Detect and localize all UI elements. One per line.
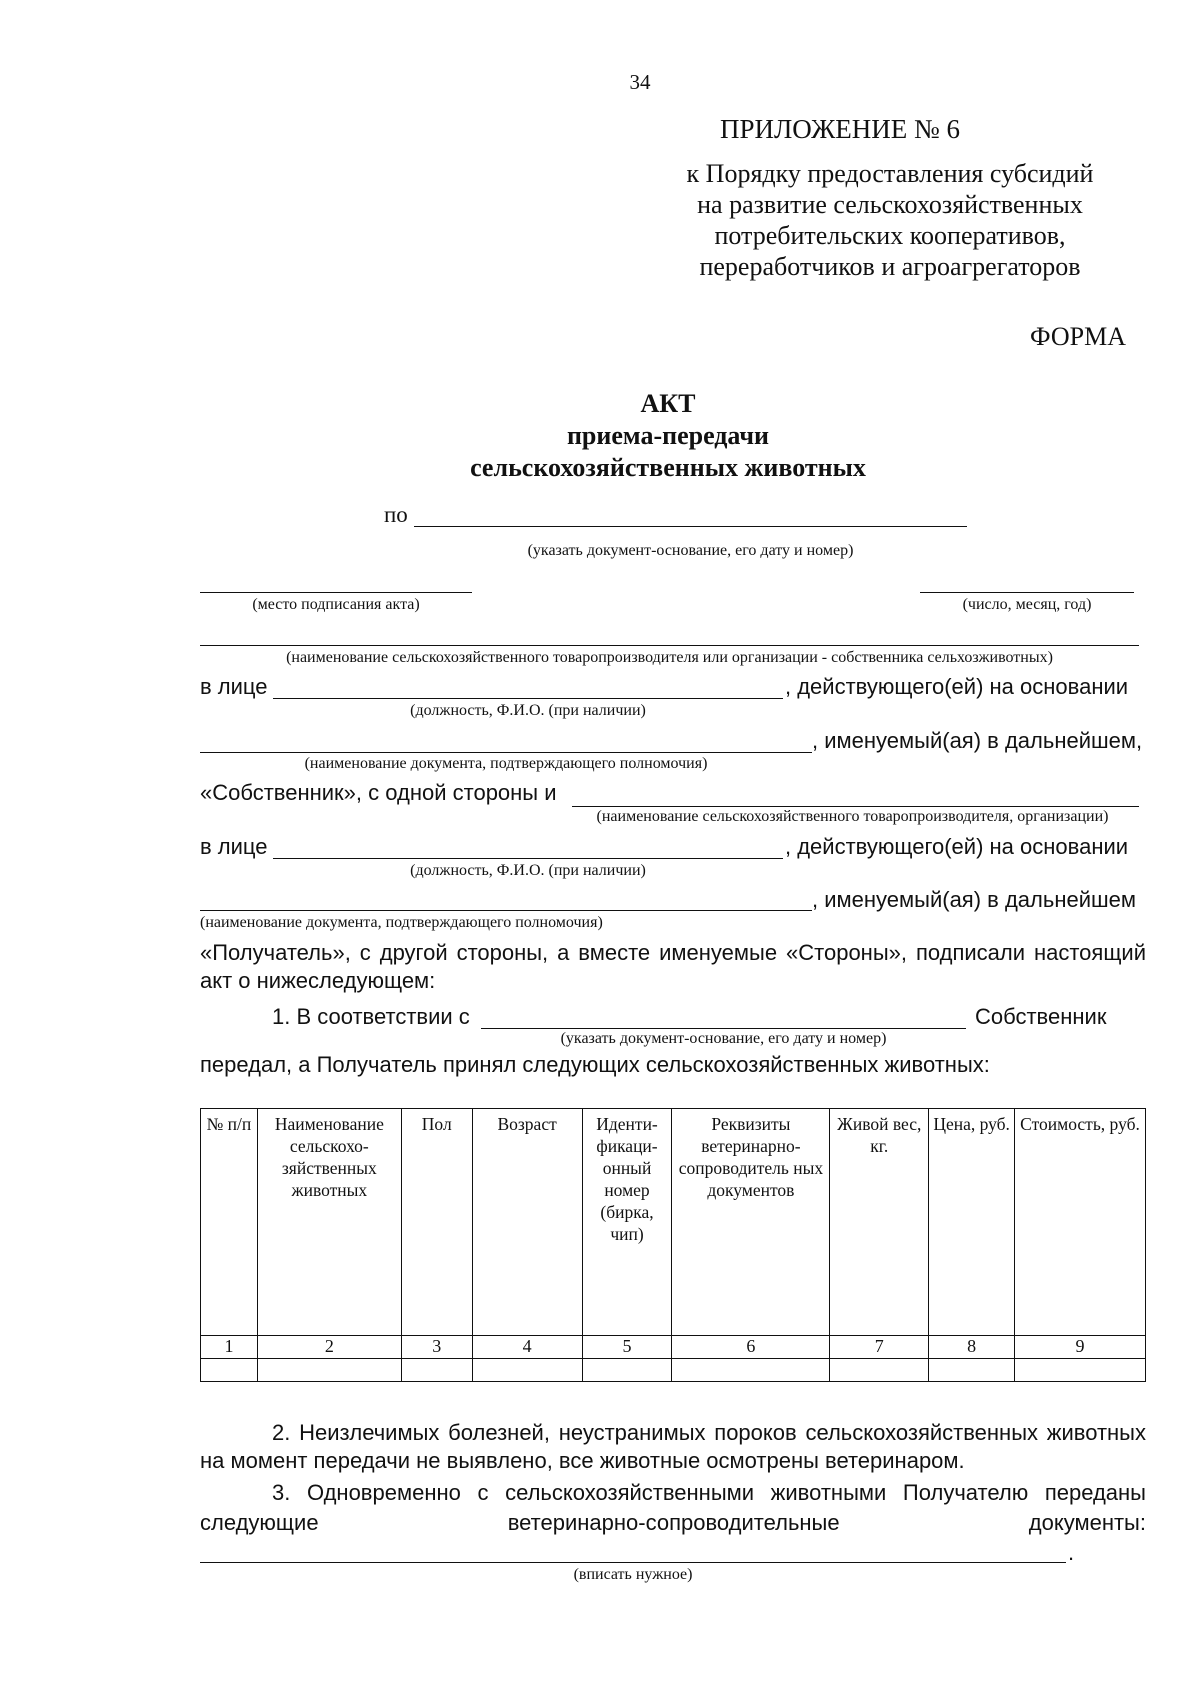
table-header-cell: Цена, руб.	[929, 1109, 1015, 1336]
rep2-hint: (должность, Ф.И.О. (при наличии)	[410, 862, 646, 879]
item1-suffix: Собственник	[975, 1004, 1107, 1029]
rep2-prefix: в лице	[200, 834, 268, 859]
rep1-suffix: , действующего(ей) на основании	[785, 674, 1129, 699]
table-header-cell: Иденти-фикаци-онный номер (бирка, чип)	[582, 1109, 672, 1336]
owner-name-hint: (наименование сельскохозяйственного товаропроизводителя или организации - собственника сельхозживотных)	[286, 649, 1053, 666]
table-cell[interactable]	[1015, 1359, 1146, 1382]
title-line: приема-передачи	[566, 421, 770, 450]
animals-table	[200, 1108, 1146, 1382]
vet-documents-hint: (вписать нужное)	[573, 1566, 693, 1583]
column-number: 5	[582, 1336, 672, 1359]
table-header-cell: Живой вес, кг.	[830, 1109, 929, 1336]
table-header-row	[201, 1109, 1146, 1336]
owner-line-prefix: «Собственник», с одной стороны и	[200, 780, 557, 805]
appendix-line: к Порядку предоставления субсидий	[686, 159, 1094, 188]
table-row[interactable]	[201, 1359, 1146, 1382]
title-line: АКТ	[640, 389, 696, 418]
receiver-name-field[interactable]	[572, 806, 1139, 807]
table-header-cell: Возраст	[472, 1109, 582, 1336]
item3-end-mark: .	[1068, 1540, 1075, 1565]
table-header-cell: Пол	[401, 1109, 472, 1336]
item3-word: ветеринарно-сопроводительные	[507, 1510, 840, 1535]
appendix-line: потребительских кооперативов,	[714, 221, 1066, 250]
title-line: сельскохозяйственных животных	[470, 453, 866, 482]
doc1-suffix: , именуемый(ая) в дальнейшем,	[812, 728, 1143, 753]
table-cell[interactable]	[929, 1359, 1015, 1382]
receiver-paragraph-line2: акт о нижеследующем:	[200, 968, 436, 993]
table-header-cell: № п/п	[201, 1109, 258, 1336]
signing-place-field[interactable]	[200, 592, 472, 593]
doc2-hint: (наименование документа, подтверждающего полномочия)	[200, 914, 603, 931]
vet-documents-field[interactable]	[200, 1562, 1066, 1563]
item2-line1: 2. Неизлечимых болезней, неустранимых пороков сельскохозяйственных животных	[272, 1420, 1146, 1445]
column-number: 2	[257, 1336, 401, 1359]
page-number: 34	[629, 70, 651, 94]
signing-place-hint: (место подписания акта)	[252, 596, 420, 613]
item1-hint: (указать документ-основание, его дату и номер)	[560, 1030, 887, 1047]
item3-word: документы:	[1028, 1510, 1146, 1535]
appendix-line: на развитие сельскохозяйственных	[697, 190, 1083, 219]
doc2-suffix: , именуемый(ая) в дальнейшем	[812, 887, 1137, 912]
form-label: ФОРМА	[1030, 322, 1126, 351]
po-label: по	[384, 502, 408, 527]
table-number-row	[201, 1336, 1146, 1359]
signing-date-hint: (число, месяц, год)	[962, 596, 1092, 613]
column-number: 8	[929, 1336, 1015, 1359]
item1-basis-field[interactable]	[481, 1028, 966, 1029]
column-number: 9	[1015, 1336, 1146, 1359]
table-cell[interactable]	[582, 1359, 672, 1382]
column-number: 4	[472, 1336, 582, 1359]
column-number: 1	[201, 1336, 258, 1359]
column-number: 3	[401, 1336, 472, 1359]
table-cell[interactable]	[672, 1359, 830, 1382]
owner-name-field[interactable]	[200, 645, 1139, 646]
table-cell[interactable]	[257, 1359, 401, 1382]
table-header-cell: Наименование сельскохо-зяйственных животных	[257, 1109, 401, 1336]
basis-document-hint: (указать документ-основание, его дату и номер)	[527, 542, 854, 559]
column-number: 7	[830, 1336, 929, 1359]
rep2-field[interactable]	[273, 858, 783, 859]
rep1-prefix: в лице	[200, 674, 268, 699]
column-number: 6	[672, 1336, 830, 1359]
table-header-cell: Стоимость, руб.	[1015, 1109, 1146, 1336]
authority-doc2-field[interactable]	[200, 910, 812, 911]
item1-prefix: 1. В соответствии с	[272, 1004, 470, 1029]
document-title	[0, 388, 1200, 484]
table-header-cell: Реквизиты ветеринарно-сопроводитель ных документов	[672, 1109, 830, 1336]
item3-line1: 3. Одновременно с сельскохозяйственными животными Получателю переданы	[272, 1480, 1146, 1505]
table-cell[interactable]	[401, 1359, 472, 1382]
rep1-field[interactable]	[273, 698, 783, 699]
appendix-line: переработчиков и агроагрегаторов	[699, 252, 1081, 281]
basis-document-field[interactable]	[414, 526, 967, 527]
receiver-name-hint: (наименование сельскохозяйственного товаропроизводителя, организации)	[596, 808, 1109, 825]
item3-word: следующие	[200, 1510, 319, 1535]
table-cell[interactable]	[472, 1359, 582, 1382]
rep1-hint: (должность, Ф.И.О. (при наличии)	[410, 702, 646, 719]
table-cell[interactable]	[830, 1359, 929, 1382]
table-cell[interactable]	[201, 1359, 258, 1382]
item1-line2: передал, а Получатель принял следующих сельскохозяйственных животных:	[200, 1052, 990, 1077]
appendix-subtitle	[640, 158, 1140, 282]
authority-doc1-field[interactable]	[200, 752, 812, 753]
signing-date-field[interactable]	[920, 592, 1134, 593]
doc1-hint: (наименование документа, подтверждающего полномочия)	[304, 755, 708, 772]
appendix-title: ПРИЛОЖЕНИЕ № 6	[719, 114, 961, 144]
item2-line2: на момент передачи не выявлено, все животные осмотрены ветеринаром.	[200, 1448, 965, 1473]
rep2-suffix: , действующего(ей) на основании	[785, 834, 1129, 859]
receiver-paragraph-line1: «Получатель», с другой стороны, а вместе именуемые «Стороны», подписали настоящий	[200, 940, 1146, 965]
item3-line2	[200, 1510, 1146, 1536]
